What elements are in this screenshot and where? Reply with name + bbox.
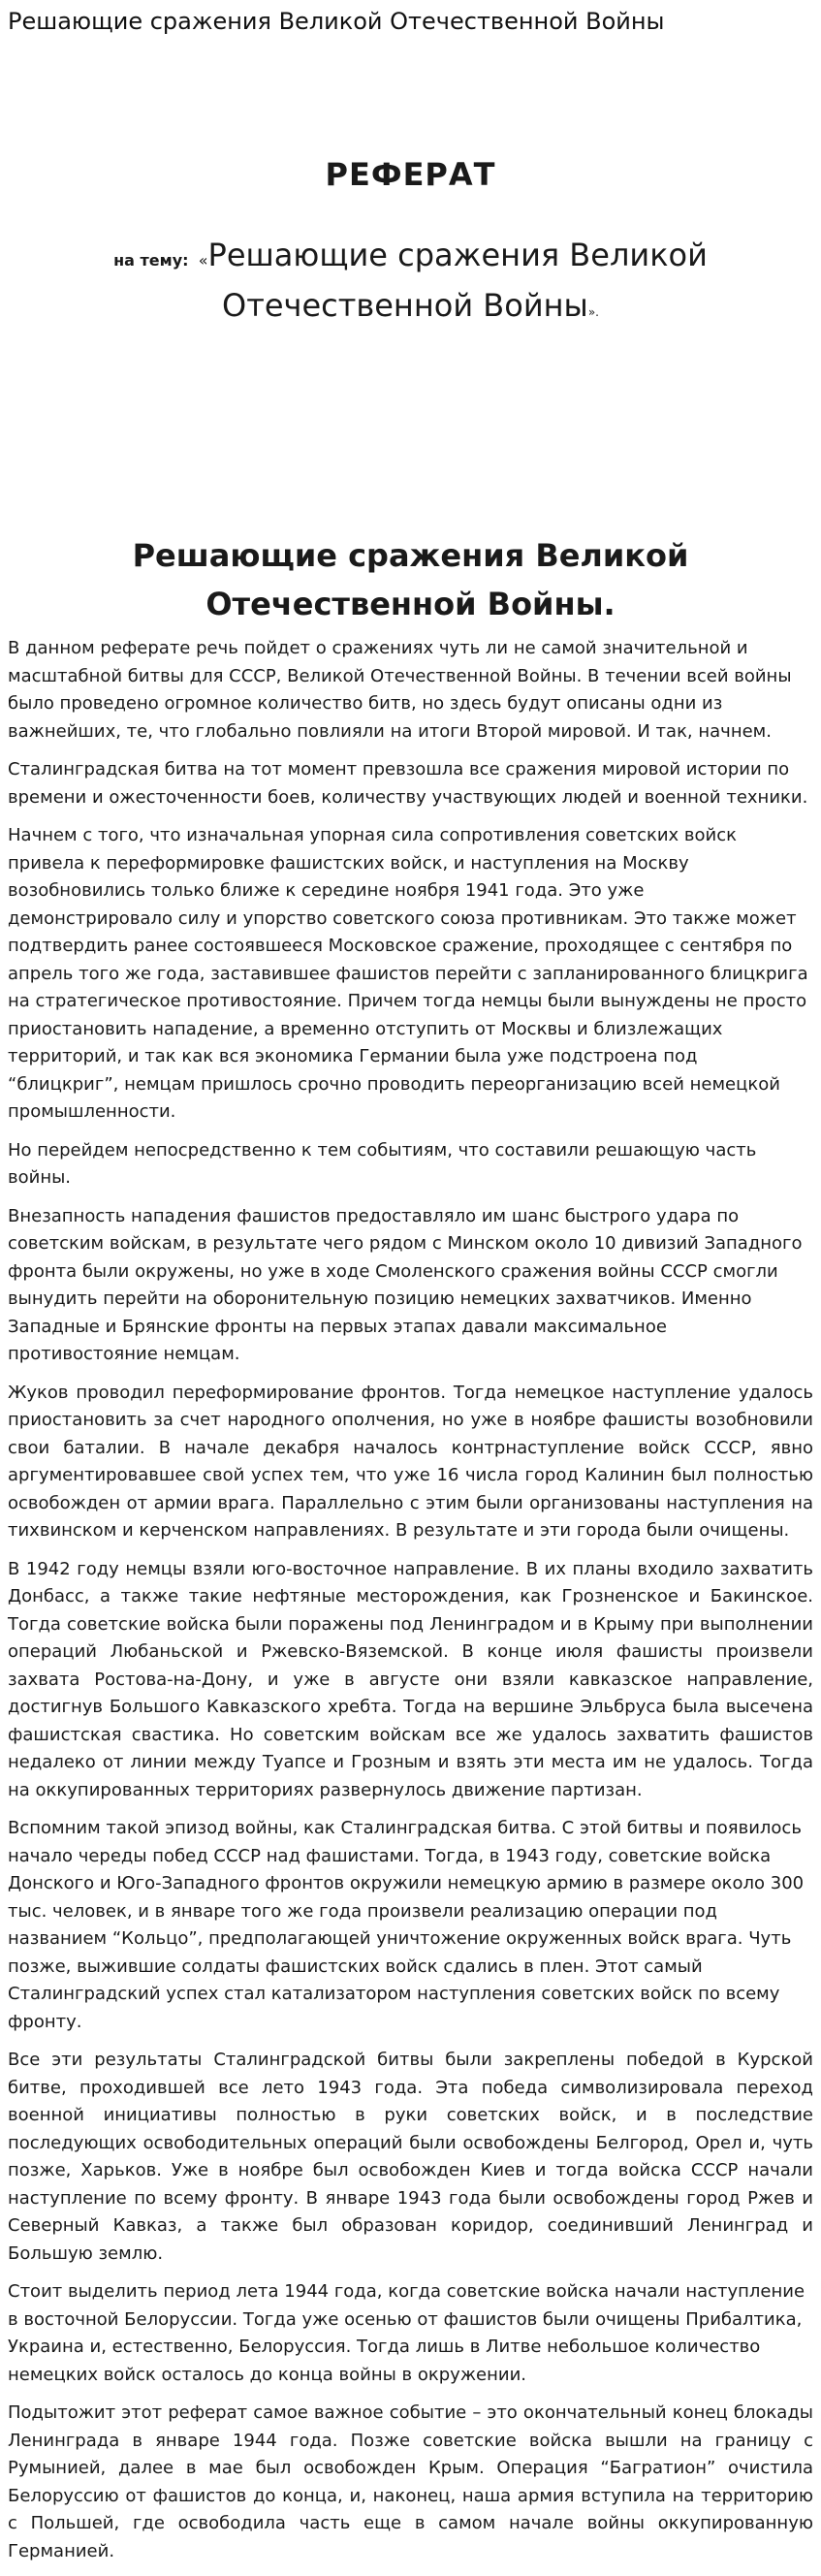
essay-paragraph: Вспомним такой эпизод войны, как Сталинградская битва. С этой битвы и появилось начало череды побед СССР над фашистами. Тогда, в 1943 году, советские войска Донского и Юго-Западного фронтов окружили немецкую армию в размере около 300 тыс. человек, и в январе того же года произвели реализацию операции под названием “Кольцо”, предполагающей уничтожение окруженных войск врага. Чуть позже, выжившие солдаты фашистских войск сдались в плен. Этот самый Сталинградский успех стал катализатором наступления советских войск по всему фронту. (8, 1818, 805, 2032)
essay-paragraph: Жуков проводил переформирование фронтов. Тогда немецкое наступление удалось приостановить за счет народного ополчения, но уже в ноябре фашисты возобновили свои баталии. В начале декабря началось контрнаступление войск СССР, явно аргументировавшее свой успех тем, что уже 16 числа город Калинин был полностью освобожден от армии врага. Параллельно с этим были организованы наступления на тихвинском и керченском направлениях. В результате и эти города были очищены. (8, 1382, 813, 1541)
title-page (0, 155, 821, 334)
essay-paragraph: Но перейдем непосредственно к тем событиям, что составили решающую часть войны. (8, 1139, 757, 1188)
essay-paragraph: В 1942 году немцы взяли юго-восточное направление. В их планы входило захватить Донбасс, а также такие нефтяные месторождения, как Грозненское и Бакинское. Тогда советские войска были поражены под Ленинградом и в Крыму при выполнении операций Любаньской и Ржевско-Вяземской. В конце июля фашисты произвели захвата Ростова-на-Дону, и уже в августе они взяли кавказское направление, достигнув Большого Кавказского хребта. Тогда на вершине Эльбруса была высечена фашистская свастика. Но советским войскам все же удалось захватить фашистов недалеко от линии между Туапсе и Грозным и взять эти места им не удалось. Тогда на оккупированных территориях развернулось движение партизан. (8, 1558, 813, 1800)
essay-body (8, 635, 813, 2576)
essay-paragraph: Начнем с того, что изначальная упорная сила сопротивления советских войск привела к переформировке фашистских войск, и наступления на Москву возобновились только ближе к середине ноября 1941 года. Это уже демонстрировало силу и упорство советского союза противникам. Это также может подтвердить ранее состоявшееся Московское сражение, проходящее с сентября по апрель того же года, заставившее фашистов перейти с запланированного блицкрига на стратегическое противостояние. Причем тогда немцы были вынуждены не просто приостановить нападение, а временно отступить от Москвы и близлежащих территорий, и так как вся экономика Германии была уже подстроена под “блицкриг”, немцам пришлось срочно проводить переорганизацию всей немецкой промышленности. (8, 825, 808, 1122)
essay-paragraph: Все эти результаты Сталинградской битвы были закреплены победой в Курской битве, проходившей все лето 1943 года. Эта победа символизировала переход военной инициативы полностью в руки советских войск, и в последствие последующих освободительных операций были освобождены Белгород, Орел и, чуть позже, Харьков. Уже в ноябре был освобожден Киев и тогда войска СССР начали наступление по всему фронту. В январе 1943 года были освобождены город Ржев и Северный Кавказ, а также был образован коридор, соединивший Ленинград и Большую землю. (8, 2050, 813, 2264)
report-heading: РЕФЕРАТ (325, 156, 496, 193)
essay-paragraph: В данном реферате речь пойдет о сражениях чуть ли не самой значительной и масштабной битвы для СССР, Великой Отечественной Войны. В течении всей войны было проведено огромное количество битв, но здесь будут описаны одни из важнейших, те, что глобально повлияли на итоги Второй мировой. И так, начнем. (8, 638, 792, 742)
topic-text: Решающие сражения Великой Отечественной Войны (207, 237, 708, 324)
essay-paragraph: Внезапность нападения фашистов предоставляло им шанс быстрого удара по советским войскам, в результате чего рядом с Минском около 10 дивизий Западного фронта были окружены, но уже в ходе Смоленского сражения войны СССР смогли вынудить перейти на оборонительную позицию немецких захватчиков. Именно Западные и Брянские фронты на первых этапах давали максимальное противостояние немцам. (8, 1205, 803, 1364)
topic-quote-close: ». (587, 305, 599, 319)
essay-heading: Решающие сражения Великой Отечественной Войны. (132, 537, 689, 622)
topic-prefix: на тему: (113, 251, 189, 270)
essay-paragraph: Подытожит этот реферат самое важное событие – это окончательный конец блокады Ленинграда в январе 1944 года. Позже советские войска вышли на границу с Румынией, далее в мае был освобожден Крым. Операция “Багратион” очистила Белоруссию от фашистов до конца, и, наконец, наша армия вступила на территорию с Польшей, где освободила часть еще в самом начале войны оккупированную Германией. (8, 2402, 813, 2561)
essay-paragraph: Стоит выделить период лета 1944 года, когда советские войска начали наступление в восточной Белоруссии. Тогда уже осенью от фашистов были очищены Прибалтика, Украина и, естественно, Белоруссия. Тогда лишь в Литве небольшое количество немецких войск осталось до конца войны в окружении. (8, 2281, 805, 2385)
topic-line (0, 233, 821, 334)
essay-paragraph: Сталинградская битва на тот момент превзошла все сражения мировой истории по времени и ожесточенности боев, количеству участвующих людей и военной техники. (8, 759, 808, 808)
topic-quote-open: « (198, 251, 208, 270)
document-header-title: Решающие сражения Великой Отечественной Войны (8, 8, 665, 35)
